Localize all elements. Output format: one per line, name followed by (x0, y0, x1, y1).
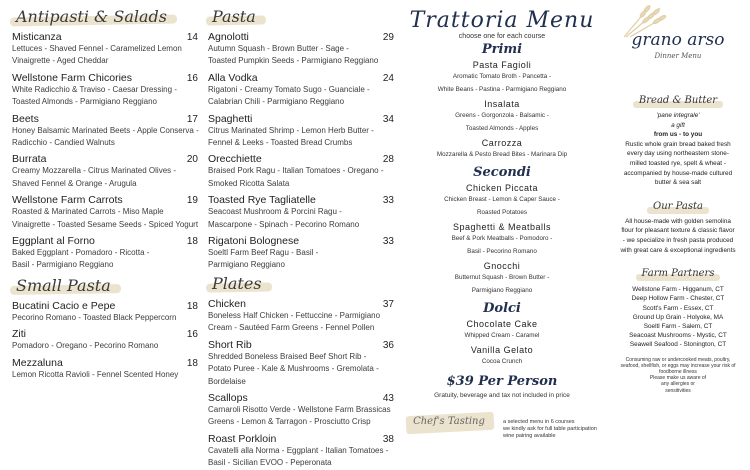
chefs-tasting-note (503, 419, 603, 440)
info-column (606, 0, 750, 394)
bread-line: milled toasted rye, spelt & wheat - (630, 159, 726, 167)
partner-item: Scott's Farm - Essex, CT (642, 304, 714, 312)
menu-item-description: Vinaigrette - Toasted Sesame Seeds - Spiced Yogurt (12, 219, 199, 229)
menu-item-description: Parmigiano Reggiano (208, 260, 285, 270)
pasta-column (208, 0, 396, 470)
menu-item-price: 20 (186, 154, 198, 166)
course-item-description: Whipped Cream - Caramel (464, 332, 540, 339)
pasta-title: Pasta (208, 7, 260, 26)
menu-item-name: Alla Vodka (208, 71, 258, 84)
menu-item-price: 19 (186, 195, 198, 207)
chefs-tasting-label (404, 410, 498, 440)
course-item-description: Toasted Almonds - Apples (465, 125, 539, 132)
partner-item: Seacoast Mushrooms - Mystic, CT (629, 332, 727, 340)
course-item-description: Greens - Gorgonzola - Balsamic - (455, 112, 549, 119)
menu-item (208, 433, 396, 470)
bread-line: Rustic whole grain bread baked fresh (625, 140, 731, 148)
menu-item-price: 29 (382, 32, 394, 43)
menu-item-price: 18 (186, 357, 198, 369)
course-item-name: Insalata (484, 99, 520, 109)
wheat-icon (620, 4, 670, 38)
menu-item-description: Basil - Sicilian EVOO - Peperonata (208, 458, 332, 468)
menu-item-description: Braised Pork Ragu - Italian Tomatoes - Oregano - (208, 166, 384, 176)
course-title: Primi (481, 42, 523, 57)
course-item-description: Butternut Squash - Brown Butter - (454, 274, 550, 281)
antipasti-list (12, 31, 200, 272)
menu-item-price: 16 (186, 72, 198, 84)
course-item-description: Parmigiano Reggiano (471, 287, 533, 294)
menu-item (12, 357, 200, 381)
trattoria-subtitle: choose one for each course (458, 33, 546, 40)
menu-item-price: 33 (382, 236, 394, 248)
menu-item-price: 37 (382, 298, 394, 310)
course-item-name: Chocolate Cake (466, 319, 538, 329)
menu-item (208, 31, 396, 68)
menu-item-name: Rigatoni Bolognese (208, 235, 300, 248)
trattoria-title: Trattoria Menu (409, 8, 595, 33)
menu-item (208, 72, 396, 109)
pasta-line: with great care & exceptional ingredients (620, 246, 736, 254)
menu-item-name: Chicken (208, 297, 246, 310)
course-item-description: White Beans - Pastina - Parmigiano Reggiano (437, 86, 567, 93)
pasta-list (208, 31, 396, 272)
partner-item: Ground Up Grain - Holyoke, MA (632, 313, 724, 321)
menu-item-name: Roast Porkloin (208, 432, 277, 445)
menu-item-name: Toasted Rye Tagliatelle (208, 194, 316, 207)
course-item-description: Beef & Pork Meatballs - Pomodoro - (451, 235, 553, 242)
menu-item (12, 194, 200, 231)
menu-item-description: Carnaroli Risotto Verde - Wellstone Farm Brassicas (208, 404, 391, 414)
course-item-name: Carrozza (481, 138, 523, 148)
course-item-name: Gnocchi (483, 261, 521, 271)
menu-item (208, 298, 396, 335)
chefs-tasting-note-line: we kindly ask for full table participation (503, 426, 597, 432)
disclaimer-line: any allergies or (661, 381, 695, 388)
course-item-description: Basil - Pecorino Romano (467, 248, 537, 255)
partners-title: Farm Partners (638, 268, 719, 279)
menu-item (12, 113, 200, 150)
menu-item-description: Seacoast Mushroom & Porcini Ragu - (208, 207, 342, 217)
disclaimer-line: sensitivities (665, 387, 691, 394)
menu-item-name: Orecchiette (208, 153, 262, 166)
menu-item-name: Ziti (12, 328, 26, 341)
course-item-name: Vanilla Gelato (470, 345, 534, 355)
trattoria-courses (402, 42, 602, 368)
menu-item-description: Baked Eggplant - Pomadoro - Ricotta - (12, 248, 150, 258)
menu-item-description: White Radicchio & Traviso - Caesar Dressing - (12, 84, 177, 94)
course-item-name: Chicken Piccata (465, 183, 539, 193)
course-item-description: Aromatic Tomato Broth - Pancetta - (452, 73, 552, 80)
menu-item-price: 33 (382, 195, 394, 207)
menu-item-price: 18 (186, 300, 198, 312)
menu-item-description: Basil - Parmigiano Reggiano (12, 260, 114, 270)
pasta-description (606, 217, 750, 255)
partner-item: Seawell Seafood - Stonington, CT (629, 341, 727, 349)
menu-item-description: Radicchio - Candied Walnuts (12, 138, 115, 148)
menu-item-description: Bordelaise (208, 376, 246, 386)
brand-subtitle: Dinner Menu (654, 52, 702, 60)
disclaimer-line: seafood, shellfish, or eggs may increase your risk of (620, 362, 736, 369)
menu-item-name: Bucatini Cacio e Pepe (12, 299, 116, 312)
menu-item-description: Honey Balsamic Marinated Beets - Apple Conserva - (12, 125, 199, 135)
course-item-description: Roasted Potatoes (476, 209, 528, 216)
menu-item-description: Shredded Boneless Braised Beef Short Rib - (208, 351, 367, 361)
menu-item-description: Toasted Almonds - Parmigiano Reggiano (12, 97, 157, 107)
menu-item-price: 34 (382, 113, 394, 125)
small-pasta-title: Small Pasta (12, 276, 115, 295)
chefs-tasting-text: Chef's Tasting (413, 416, 485, 427)
menu-item-description: Vinaigrette - Aged Cheddar (12, 56, 109, 66)
bread-line: 'pane integrale' (656, 112, 700, 119)
menu-item-description: Autumn Squash - Brown Butter - Sage - (208, 44, 349, 53)
menu-item-description: Creamy Mozzarella - Citrus Marinated Olives - (12, 166, 177, 176)
menu-item-price: 16 (186, 329, 198, 341)
menu-item-description: Potato Puree - Kale & Mushrooms - Gremolata - (208, 364, 379, 374)
menu-item (208, 339, 396, 388)
chefs-tasting-note-line: wine pairing available (503, 433, 556, 439)
bread-line: from us - to you (653, 131, 703, 139)
brand-name: grano arso (631, 30, 725, 50)
partner-item: Wellstone Farm - Higganum, CT (632, 286, 724, 294)
menu-item (12, 235, 200, 272)
menu-item-description: Calabrian Chili - Parmigiano Reggiano (208, 97, 345, 107)
menu-item (208, 153, 396, 190)
chefs-tasting-note-line: a selected menu in 6 courses (503, 419, 575, 425)
menu-item-name: Scallops (208, 391, 248, 404)
course-item-description: Chicken Breast - Lemon & Caper Sauce - (444, 196, 560, 203)
menu-item-description: Shaved Fennel & Orange - Arugula (12, 178, 137, 188)
menu-item (208, 392, 396, 429)
menu-item-description: Smoked Ricotta Salata (208, 178, 290, 188)
menu-item-description: Pomadoro - Oregano - Pecorino Romano (12, 341, 159, 351)
menu-item-description: Citrus Marinated Shrimp - Lemon Herb Butter - (208, 125, 374, 135)
menu-item (12, 72, 200, 109)
price-per-person: $39 Per Person (446, 374, 558, 389)
course-item-description: Mozzarella & Pesto Bread Bites - Marinara Dip (436, 151, 568, 158)
pasta-line: - we specialize in fresh pasta produced (622, 236, 734, 244)
menu-item-description: Cream - Sautéed Farm Greens - Fennel Pollen (208, 323, 375, 333)
menu-item-name: Mezzaluna (12, 356, 63, 369)
menu-item (12, 153, 200, 190)
menu-item-price: 43 (382, 392, 394, 404)
menu-item (208, 235, 396, 272)
menu-item (208, 194, 396, 231)
plates-list (208, 298, 396, 470)
partner-item: Soeltl Farm - Salem, CT (643, 322, 713, 330)
small-pasta-list (12, 300, 200, 381)
antipasti-title: Antipasti & Salads (12, 7, 171, 26)
pasta-line: All house-made with golden semolina (625, 217, 731, 225)
menu-item-name: Short Rib (208, 338, 252, 351)
menu-item-name: Wellstone Farm Carrots (12, 194, 123, 207)
menu-item-description: Toasted Pumpkin Seeds - Parmigiano Reggiano (208, 56, 379, 66)
pasta-line: flour for pleasant texture & classic flavor (621, 227, 735, 235)
bread-line: every day using northeastern stone- (627, 150, 729, 158)
menu-item (12, 31, 200, 68)
menu-item-price: 38 (382, 433, 394, 445)
menu-item-name: Agnolotti (208, 31, 249, 43)
menu-item-description: Boneless Half Chicken - Fettuccine - Parmigiano (208, 310, 381, 320)
trattoria-column (402, 0, 602, 399)
menu-item-description: Cavatelli alla Norma - Eggplant - Italian Tomatoes - (208, 445, 389, 455)
menu-item (12, 300, 200, 324)
plates-title: Plates (208, 274, 266, 293)
menu-item-description: Greens - Lemon & Tarragon - Prosciutto Crisp (208, 417, 371, 427)
menu-item-name: Misticanza (12, 31, 62, 43)
course-item-name: Pasta Fagioli (472, 60, 532, 70)
disclaimer-line: Please make us aware of (649, 375, 707, 382)
disclaimer (606, 357, 750, 394)
pasta-info-title: Our Pasta (649, 201, 707, 212)
course-item-name: Spaghetti & Meatballs (452, 222, 552, 232)
menu-item-description: Mascarpone - Spinach - Pecorino Romano (208, 219, 360, 229)
menu-item-description: Roasted & Marinated Carrots - Miso Maple (12, 207, 164, 217)
course-title: Dolci (483, 301, 521, 316)
bread-description (606, 111, 750, 188)
menu-item-name: Eggplant al Forno (12, 235, 95, 248)
bread-line: accompanied by house-made cultured (623, 169, 733, 177)
partners-list (606, 285, 750, 349)
course-title: Secondi (473, 165, 531, 180)
antipasti-column (12, 0, 200, 381)
menu-item-name: Spaghetti (208, 112, 253, 125)
menu-item-name: Burrata (12, 153, 47, 166)
menu-item-name: Beets (12, 112, 39, 125)
menu-item (12, 328, 200, 352)
gratuity-note: Gratuity, beverage and tax not included in price (434, 392, 570, 399)
menu-item-description: Soeltl Farm Beef Ragu - Basil - (208, 248, 319, 258)
menu-item-price: 28 (382, 154, 394, 166)
menu-item-price: 17 (186, 113, 198, 125)
menu-item-description: Lettuces - Shaved Fennel - Caramelized Lemon (12, 44, 182, 53)
bread-title: Bread & Butter (635, 95, 721, 106)
menu-item-price: 36 (382, 339, 394, 351)
partner-item: Deep Hollow Farm - Chester, CT (631, 295, 725, 303)
bread-line: a gift (671, 121, 685, 129)
course-item-description: Cocoa Crunch (481, 358, 523, 365)
disclaimer-line: Consuming raw or undercooked meats, poultry, (625, 356, 731, 363)
menu-item-price: 14 (186, 32, 198, 43)
menu-item-name: Wellstone Farm Chicories (12, 71, 133, 84)
disclaimer-line: foodborne illness (659, 368, 697, 375)
menu-item-description: Rigatoni - Creamy Tomato Sugo - Guanciale - (208, 84, 370, 94)
menu-item-price: 24 (382, 72, 394, 84)
menu-item-description: Lemon Ricotta Ravioli - Fennel Scented Honey (12, 369, 179, 379)
menu-item-price: 18 (186, 236, 198, 248)
menu-item (208, 113, 396, 150)
menu-item-description: Fennel & Leeks - Toasted Bread Crumbs (208, 138, 353, 148)
bread-line: butter & sea salt (654, 179, 702, 187)
menu-item-description: Pecorino Romano - Toasted Black Peppercorn (12, 312, 177, 322)
